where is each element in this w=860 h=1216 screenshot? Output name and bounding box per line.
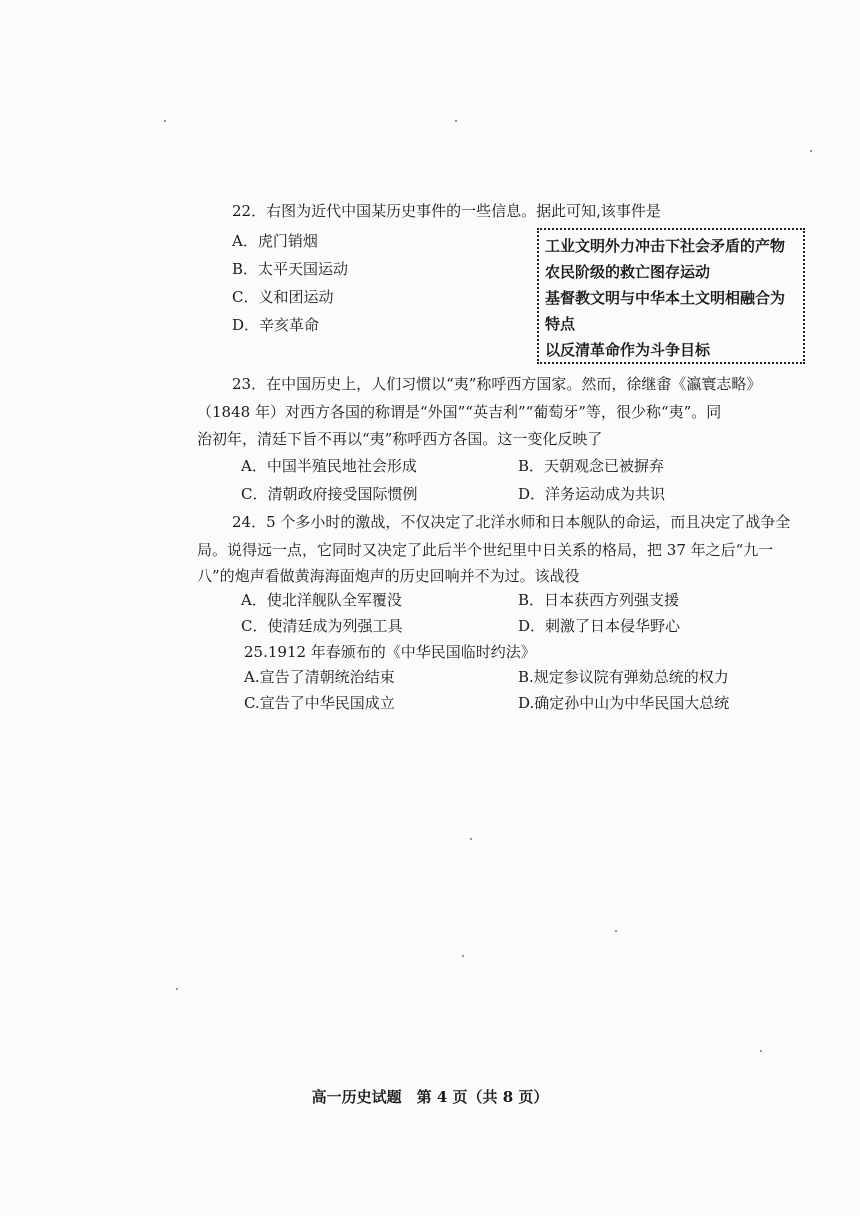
info-box-line: 基督教文明与中华本土文明相融合为 <box>545 289 786 307</box>
q24-stem-line: 24．5 个多小时的激战，不仅决定了北洋水师和日本舰队的命运，而且决定了战争全 <box>232 513 791 531</box>
scan-speck <box>470 838 472 840</box>
q25-option-d: D.确定孙中山为中华民国大总统 <box>518 694 730 712</box>
q22-option-a: A．虎门销烟 <box>232 232 318 250</box>
info-box-line: 以反清革命作为斗争目标 <box>545 341 711 359</box>
q24-option-d: D．刺激了日本侵华野心 <box>518 617 681 635</box>
q25-option-c: C.宣告了中华民国成立 <box>244 694 395 712</box>
info-box-line: 农民阶级的救亡图存运动 <box>545 263 711 281</box>
q24-option-a: A．使北洋舰队全军覆没 <box>241 591 402 609</box>
q22-option-c: C．义和团运动 <box>232 288 334 306</box>
q22-stem: 22．右图为近代中国某历史事件的一些信息。据此可知,该事件是 <box>232 202 661 220</box>
page-footer: 高一历史试题 第 4 页（共 8 页） <box>311 1088 549 1106</box>
scan-speck <box>462 955 464 957</box>
q23-stem-line: 23．在中国历史上，人们习惯以“夷”称呼西方国家。然而，徐继畬《瀛寰志略》 <box>232 375 762 393</box>
q23-option-c: C．清朝政府接受国际惯例 <box>241 485 418 503</box>
q22-option-d: D．辛亥革命 <box>232 316 320 334</box>
info-box-line: 特点 <box>545 315 576 333</box>
scan-speck <box>455 120 457 122</box>
q23-stem-line: 治初年，清廷下旨不再以“夷”称呼西方各国。这一变化反映了 <box>197 430 603 448</box>
q23-option-b: B．天朝观念已被摒弃 <box>518 457 665 475</box>
q24-option-b: B．日本获西方列强支援 <box>518 591 680 609</box>
q24-stem-line: 八”的炮声看做黄海海面炮声的历史回响并不为过。该战役 <box>197 567 580 585</box>
q25-option-a: A.宣告了清朝统治结束 <box>244 668 395 686</box>
q23-stem-line: （1848 年）对西方各国的称谓是“外国”“英吉利”“葡萄牙”等，很少称“夷”。同 <box>197 403 722 421</box>
scan-speck <box>760 1050 762 1052</box>
q23-option-a: A．中国半殖民地社会形成 <box>241 457 417 475</box>
scan-speck <box>164 120 166 122</box>
q22-info-box <box>537 228 805 364</box>
q25-stem: 25.1912 年春颁布的《中华民国临时约法》 <box>244 643 536 661</box>
q22-option-b: B．太平天国运动 <box>232 260 349 278</box>
q25-option-b: B.规定参议院有弹劾总统的权力 <box>518 668 729 686</box>
q23-option-d: D．洋务运动成为共识 <box>518 485 666 503</box>
scan-speck <box>176 988 178 990</box>
q24-option-c: C．使清廷成为列强工具 <box>241 617 403 635</box>
q24-stem-line: 局。说得远一点，它同时又决定了此后半个世纪里中日关系的格局，把 37 年之后“九一 <box>197 541 774 559</box>
info-box-line: 工业文明外力冲击下社会矛盾的产物 <box>545 237 786 255</box>
scan-speck <box>615 930 617 932</box>
scan-speck <box>810 150 812 152</box>
